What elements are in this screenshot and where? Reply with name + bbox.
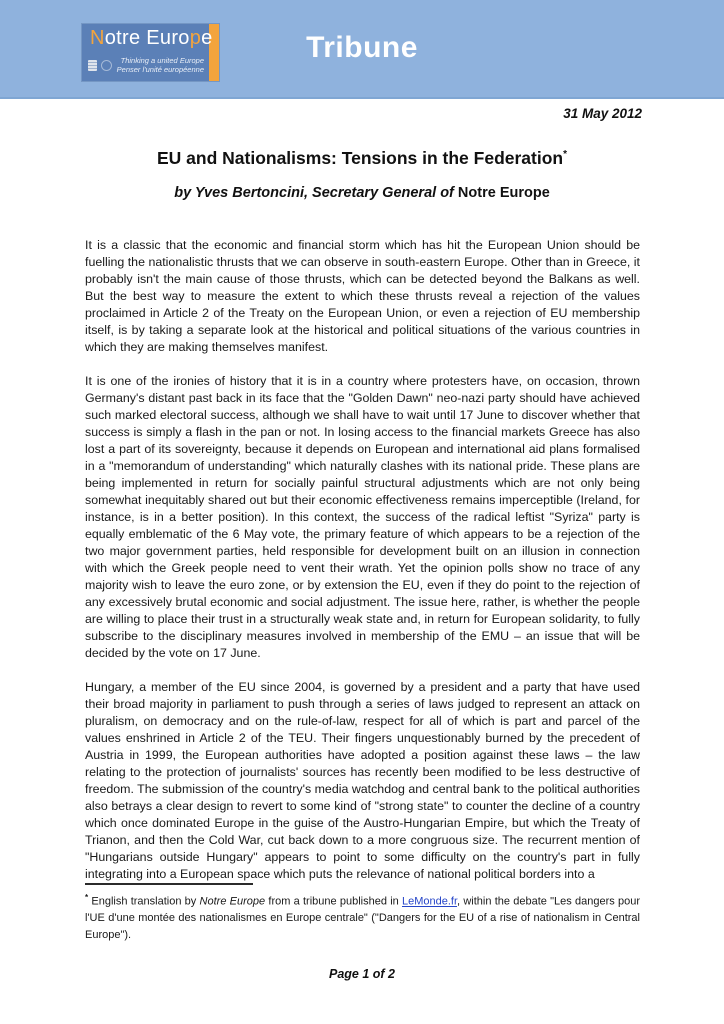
- logo-wordmark: [90, 27, 213, 50]
- footnote-block: [0, 883, 724, 943]
- date: 31 May 2012: [563, 106, 642, 121]
- byline-org: Notre Europe: [457, 185, 550, 201]
- footnote-tail: , within the debate "Les dangers pour l'UE d'une montée des nationalismes en Europe centrale" ("Dangers for the EU of a rise of nationalism in Central Europe").: [85, 895, 640, 941]
- footnote-middle: from a tribune published in: [265, 895, 402, 908]
- body-paragraph: Hungary, a member of the EU since 2004, is governed by a president and a party that have used their broad majority in parliament to push through a series of laws judged to represent an attack on pluralism, on democracy and on the rule-of-law, respect for all of which is part and parcel of the values enshrined in Article 2 of the TEU. Their fingers unquestionably burned by the precedent of Austria in 1999, the European authorities have adopted a position against these laws – the law relating to the protection of journalists' sources has recently been modified to be less destructive of freedom. The submission of the country's media watchdog and central bank to the political authorities also betrays a clear design to revert to some kind of "strong state" to counter the decline of a country which once dominated Europe in the guise of the Austro-Hungarian Empire, but which the Treaty of Trianon, and then the Cold War, cut back down to a more congruous size. The recurrent mention of "Hungarians outside Hungary" appears to point to some difficulty on the country's part in fully integrating into a European space which puts the relevance of national political borders into a: [85, 680, 640, 881]
- article-title-text: EU and Nationalisms: Tensions in the Federation: [156, 148, 564, 168]
- footnote-separator: [85, 883, 253, 885]
- logo-icon-group: [88, 60, 112, 71]
- footnote-lead: English translation by: [91, 895, 200, 908]
- logo-wordmark-n: N: [90, 27, 105, 49]
- article-title: [60, 148, 664, 169]
- footnote-link[interactable]: LeMonde.fr: [402, 895, 458, 908]
- logo-taglines: [117, 56, 204, 74]
- footnote-mark: *: [85, 893, 89, 902]
- footnote: [85, 890, 640, 943]
- logo-wordmark-p: p: [189, 27, 202, 49]
- book-icon: [88, 60, 97, 71]
- logo-tagline-en: Thinking a united Europe: [120, 56, 204, 65]
- logo-wordmark-end: e: [201, 27, 213, 49]
- header-title: Tribune: [306, 31, 418, 64]
- byline: [0, 185, 724, 201]
- logo-wordmark-mid: otre Euro: [104, 27, 190, 49]
- globe-icon: [101, 60, 112, 71]
- body-paragraph: It is one of the ironies of history that it is in a country where protesters have, on occasion, thrown Germany's distant past back in its face that the "Golden Dawn" neo-nazi party should have achieved such marked electoral success, although we shall have to wait until 17 June to discover whether that success is simply a flash in the pan or not. In losing access to the financial markets Greece has also lost a part of its sovereignty, because it depends on European and international aid plans formalised in a "memorandum of understanding" which naturally clashes with its national pride. These plans are being implemented in return for socially painful structural adjustments which are not only being somewhat inequitably shared out but their economic effectiveness remains imperceptible (Ireland, for instance, is in a better position). In this context, the success of the radical leftist "Syriza" party is equally emblematic of the 6 May vote, the primary feature of which appears to be a rejection of the two major government parties, held responsible for development built on an illusion in connection with which the Greek people need to vent their wrath. Yet the opinion polls show no trace of any majority wish to leave the euro zone, or by extension the EU, even if they do point to the rejection of any excessively brutal economic and social adjustment. The issue here, rather, is whether the people are willing to place their trust in a structurally weak state and, in return for European solidarity, to fully subscribe to the disciplinary measures involved in membership of the EMU – an issue that will be decided by the vote on 17 June.: [85, 374, 640, 660]
- article-body: [85, 237, 640, 883]
- header-band: [0, 0, 724, 99]
- footnote-org: Notre Europe: [199, 895, 266, 908]
- title-footnote-mark: *: [563, 149, 568, 161]
- notre-europe-logo: [82, 24, 219, 81]
- logo-tagline-fr: Penser l'unité européenne: [116, 65, 204, 74]
- page-footer: Page 1 of 2: [329, 967, 395, 982]
- body-paragraph: It is a classic that the economic and financial storm which has hit the European Union should be fuelling the nationalistic thrusts that we can observe in south-eastern Europe. Other than in Greece, it probably isn't the main cause of those thrusts, which can be detected beyond the Balkans as well. But the best way to measure the extent to which these thrusts reveal a rejection of the values proclaimed in Article 2 of the Treaty on the European Union, or even a rejection of EU membership itself, is by taking a separate look at the historical and political situations of the various countries in which they are making themselves manifest.: [85, 238, 640, 354]
- byline-lead: by Yves Bertoncini, Secretary General of: [174, 185, 458, 201]
